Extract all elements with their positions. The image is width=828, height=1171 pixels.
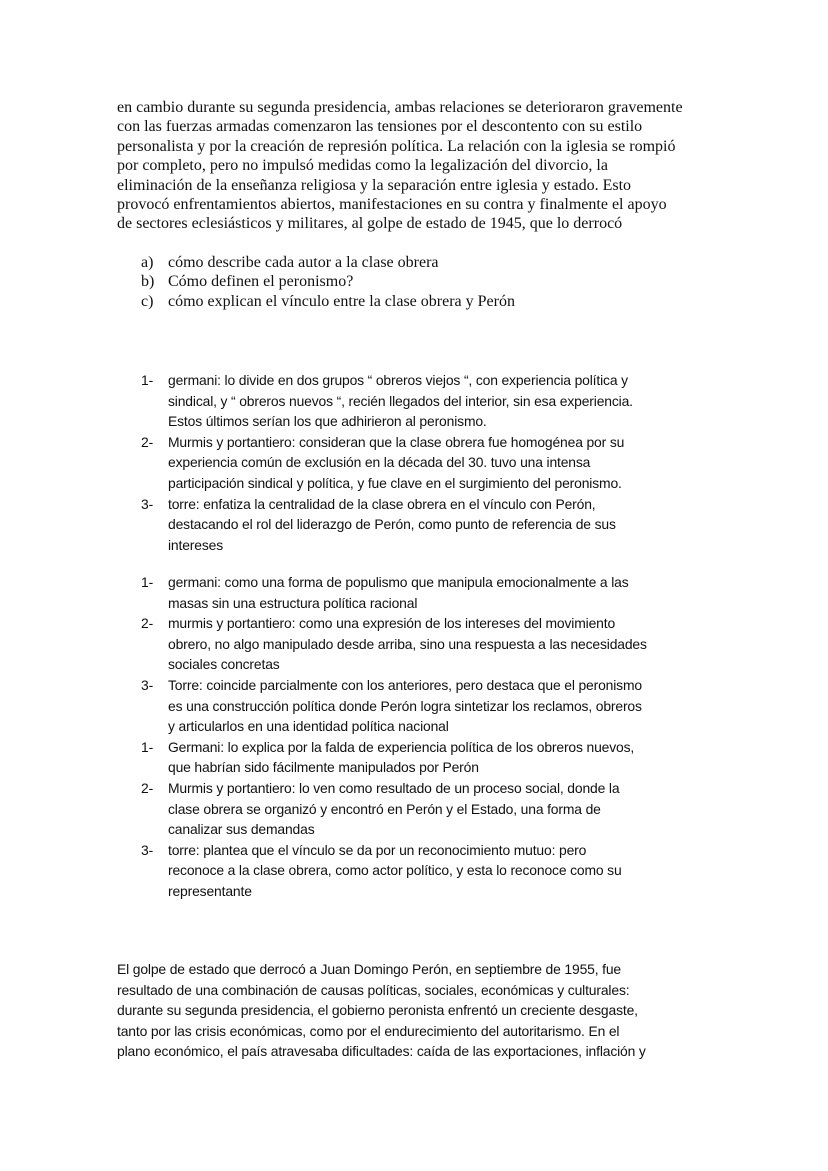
answer-line: representante [168, 882, 252, 899]
answer-line: que habrían sido fácilmente manipulados por Perón [168, 759, 479, 776]
answer-line: participación sindical y política, y fue clave en el surgimiento del peronismo. [168, 474, 622, 491]
answer-item [117, 572, 647, 613]
answer-item [117, 737, 647, 778]
question-text: cómo describe cada autor a la clase obrera [168, 254, 439, 271]
answers-list-a [117, 370, 633, 555]
answer-line: Murmis y portantiero: consideran que la clase obrera fue homogénea por su [168, 433, 625, 450]
answer-line: Estos últimos serían los que adhirieron al peronismo. [168, 413, 487, 430]
list-marker: 1- [141, 574, 154, 590]
answer-item [117, 613, 647, 675]
questions-list [117, 253, 515, 311]
paragraph-line: con las fuerzas armadas comenzaron las tensiones por el descontento con su estilo [117, 118, 643, 136]
paragraph-line: por completo, pero no impulsó medidas como la legalización del divorcio, la [117, 157, 608, 175]
paragraph-line: tanto por las crisis económicas, como por el endurecimiento del autoritarismo. En el [117, 1022, 620, 1039]
list-marker: 3- [141, 676, 154, 693]
list-marker: 2- [141, 615, 154, 632]
answers-list-bc [117, 572, 647, 902]
answer-item [117, 675, 647, 737]
answer-line: experiencia común de exclusión en la década del 30. tuvo una intensa [168, 454, 591, 471]
answer-line: y articularlos en una identidad política nacional [168, 718, 449, 735]
answer-item [117, 432, 633, 494]
answer-line: germani: como una forma de populismo que manipula emocionalmente a las [168, 574, 629, 590]
list-marker: 2- [141, 433, 154, 450]
question-item [117, 253, 515, 272]
list-marker: 1- [141, 372, 154, 388]
answer-line: destacando el rol del liderazgo de Perón, como punto de referencia de sus [168, 516, 616, 533]
question-item [117, 292, 515, 311]
paragraph-line: plano económico, el país atravesaba dificultades: caída de las exportaciones, inflación y [117, 1043, 646, 1060]
answer-line: Germani: lo explica por la falda de experiencia política de los obreros nuevos, [168, 738, 635, 755]
paragraph-line: de sectores eclesiásticos y militares, al golpe de estado de 1945, que lo derrocó [117, 215, 623, 233]
answer-line: reconoce a la clase obrera, como actor político, y esta lo reconoce como su [168, 862, 622, 879]
list-marker: c) [141, 292, 154, 310]
paragraph-line: durante su segunda presidencia, el gobierno peronista enfrentó un creciente desgaste, [117, 1002, 638, 1019]
question-item [117, 272, 515, 291]
answer-line: Torre: coincide parcialmente con los anteriores, pero destaca que el peronismo [168, 676, 642, 693]
answer-line: sociales concretas [168, 656, 280, 673]
answer-line: clase obrera se organizó y encontró en Perón y el Estado, una forma de [168, 800, 601, 817]
answer-line: sindical, y “ obreros nuevos “, recién llegados del interior, sin esa experiencia. [168, 392, 633, 409]
paragraph-line: en cambio durante su segunda presidencia, ambas relaciones se deterioraron gravemente [117, 99, 683, 116]
answer-line: murmis y portantiero: como una expresión de los intereses del movimiento [168, 615, 616, 632]
list-marker: a) [141, 254, 154, 271]
answer-line: germani: lo divide en dos grupos “ obreros viejos “, con experiencia política y [168, 372, 628, 388]
answer-line: intereses [168, 536, 224, 553]
answer-item [117, 370, 633, 432]
list-marker: 2- [141, 779, 154, 796]
question-text: cómo explican el vínculo entre la clase obrera y Perón [168, 292, 515, 310]
paragraph-line: resultado de una combinación de causas políticas, sociales, económicas y culturales: [117, 981, 630, 998]
answer-line: canalizar sus demandas [168, 821, 315, 838]
paragraph-line: provocó enfrentamientos abiertos, manifestaciones en su contra y finalmente el apoyo [117, 196, 667, 214]
paragraph-line: personalista y por la creación de represión política. La relación con la iglesia se rompió [117, 137, 676, 155]
paragraph-line: El golpe de estado que derrocó a Juan Domingo Perón, en septiembre de 1955, fue [117, 961, 621, 977]
answer-line: masas sin una estructura política racional [168, 594, 418, 611]
answer-line: torre: enfatiza la centralidad de la clase obrera en el vínculo con Perón, [168, 495, 596, 512]
closing-paragraph [117, 959, 646, 1062]
answer-item [117, 778, 647, 840]
answer-item [117, 840, 647, 902]
answer-line: Murmis y portantiero: lo ven como resultado de un proceso social, donde la [168, 779, 620, 796]
answer-line: es una construcción política donde Perón logra sintetizar los reclamos, obreros [168, 697, 642, 714]
intro-paragraph [117, 98, 683, 234]
answer-line: obrero, no algo manipulado desde arriba, sino una respuesta a las necesidades [168, 635, 647, 652]
list-marker: 1- [141, 738, 154, 755]
answer-line: torre: plantea que el vínculo se da por un reconocimiento mutuo: pero [168, 841, 587, 858]
question-text: Cómo definen el peronismo? [168, 273, 354, 291]
paragraph-line: eliminación de la enseñanza religiosa y la separación entre iglesia y estado. Esto [117, 176, 632, 194]
list-marker: 3- [141, 495, 154, 512]
list-marker: 3- [141, 841, 154, 858]
answer-item [117, 494, 633, 556]
list-marker: b) [141, 273, 155, 291]
